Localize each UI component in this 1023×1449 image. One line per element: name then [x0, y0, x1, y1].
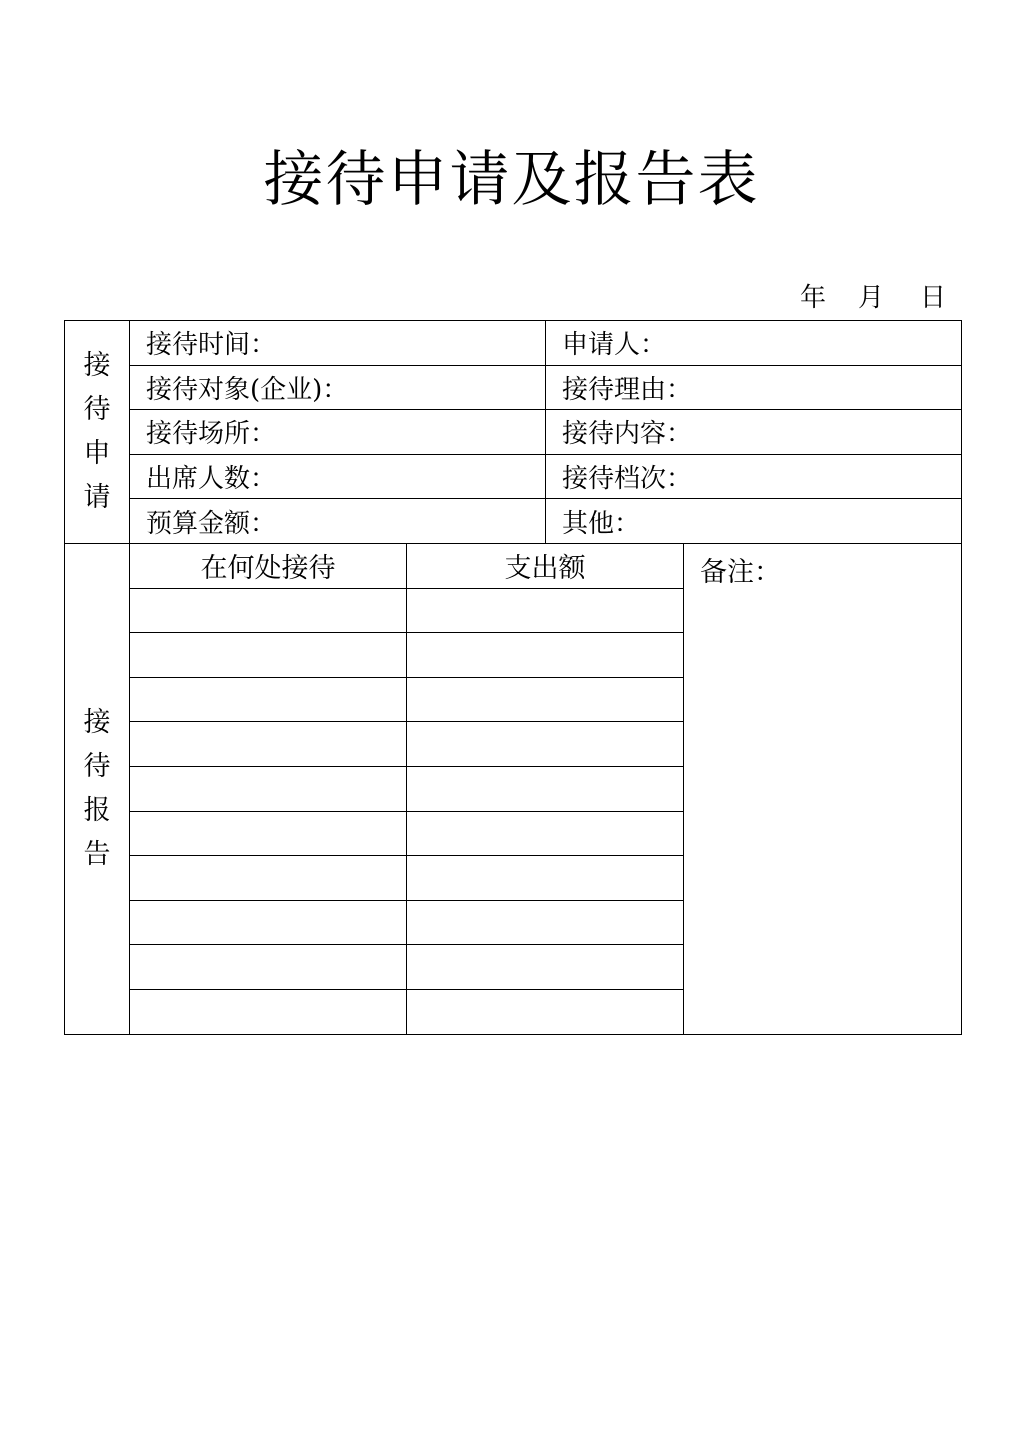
reception-venue-field[interactable]: 接待场所：: [130, 410, 546, 455]
place-cell[interactable]: [130, 811, 407, 856]
remark-field[interactable]: 备注：: [684, 543, 962, 1034]
report-section-label: 接 待 报 告: [65, 543, 130, 1034]
amount-cell[interactable]: [407, 856, 684, 901]
application-row-4: [65, 454, 962, 499]
amount-cell[interactable]: [407, 989, 684, 1034]
place-cell[interactable]: [130, 677, 407, 722]
amount-cell[interactable]: [407, 677, 684, 722]
place-cell[interactable]: [130, 766, 407, 811]
date-line: [790, 282, 960, 314]
attendee-count-field[interactable]: 出席人数：: [130, 454, 546, 499]
budget-amount-field[interactable]: 预算金额：: [130, 499, 546, 544]
place-cell[interactable]: [130, 856, 407, 901]
amount-cell[interactable]: [407, 900, 684, 945]
applicant-field[interactable]: 申请人：: [546, 321, 962, 366]
place-cell[interactable]: [130, 989, 407, 1034]
reception-grade-field[interactable]: 接待档次：: [546, 454, 962, 499]
application-row-5: [65, 499, 962, 544]
report-header-row: [65, 543, 962, 588]
reception-content-field[interactable]: 接待内容：: [546, 410, 962, 455]
date-year-label: 年: [800, 283, 827, 313]
application-row-1: [65, 321, 962, 366]
page-title: 接待申请及报告表: [263, 145, 760, 215]
amount-cell[interactable]: [407, 633, 684, 678]
place-cell[interactable]: [130, 633, 407, 678]
other-field[interactable]: 其他：: [546, 499, 962, 544]
date-day-label: 日: [920, 283, 947, 313]
amount-column-header: 支出额: [407, 543, 684, 588]
reception-time-field[interactable]: 接待时间：: [130, 321, 546, 366]
place-cell[interactable]: [130, 900, 407, 945]
place-cell[interactable]: [130, 722, 407, 767]
place-cell[interactable]: [130, 945, 407, 990]
amount-cell[interactable]: [407, 766, 684, 811]
date-month-label: 月: [858, 283, 885, 313]
amount-cell[interactable]: [407, 811, 684, 856]
reception-reason-field[interactable]: 接待理由：: [546, 365, 962, 410]
amount-cell[interactable]: [407, 945, 684, 990]
reception-target-field[interactable]: 接待对象(企业)：: [130, 365, 546, 410]
application-row-3: [65, 410, 962, 455]
reception-form-table: [64, 320, 962, 1035]
amount-cell[interactable]: [407, 722, 684, 767]
place-cell[interactable]: [130, 588, 407, 633]
amount-cell[interactable]: [407, 588, 684, 633]
application-section-label: 接 待 申 请: [65, 321, 130, 544]
place-column-header: 在何处接待: [130, 543, 407, 588]
application-row-2: [65, 365, 962, 410]
